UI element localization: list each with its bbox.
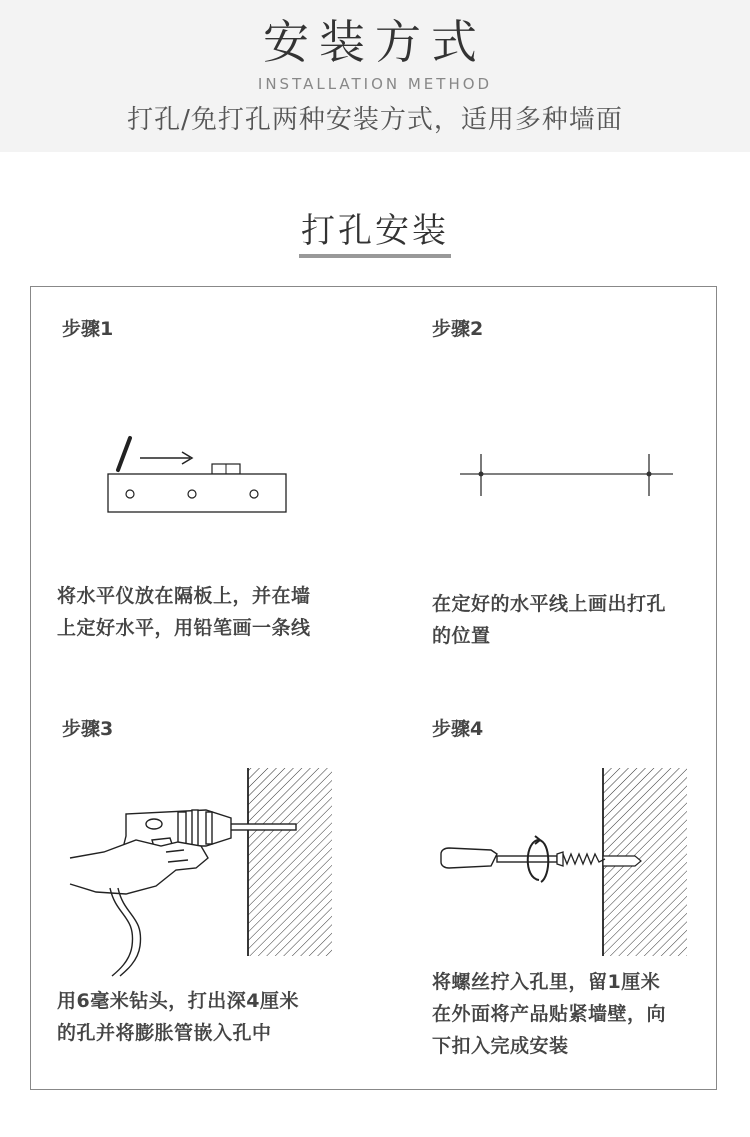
wall-icon bbox=[248, 768, 332, 956]
step-3-desc-line-2: 的孔并将膨胀管嵌入孔中 bbox=[57, 1022, 272, 1044]
step-2-desc-line-1: 在定好的水平线上画出打孔 bbox=[432, 593, 667, 615]
page-description: 打孔/免打孔两种安装方式，适用多种墙面 bbox=[127, 105, 623, 135]
step-1-desc-line-1: 将水平仪放在隔板上，并在墙 bbox=[57, 585, 311, 607]
step-4-desc-line-2: 在外面将产品贴紧墙壁，向 bbox=[432, 1003, 667, 1025]
screwdriver-icon bbox=[441, 848, 557, 868]
step-4-desc bbox=[432, 966, 666, 1062]
step-2-desc bbox=[432, 588, 666, 652]
anchor-icon bbox=[603, 856, 641, 866]
step-4-desc-line-1: 将螺丝拧入孔里，留1厘米 bbox=[432, 971, 661, 993]
shelf-board bbox=[108, 474, 286, 512]
section-title bbox=[0, 208, 750, 258]
step-3-desc-line-1: 用6毫米钻头，打出深4厘米 bbox=[57, 990, 299, 1012]
step-1-desc-line-2: 上定好水平，用铅笔画一条线 bbox=[57, 617, 311, 639]
step-2-illustration bbox=[455, 450, 680, 500]
arrow-icon bbox=[140, 452, 192, 464]
screw-icon bbox=[557, 852, 605, 866]
step-3-label: 步骤3 bbox=[62, 718, 114, 740]
step-2-label: 步骤2 bbox=[432, 318, 484, 340]
step-4-label: 步骤4 bbox=[432, 718, 484, 740]
header-banner bbox=[0, 0, 750, 152]
step-2-desc-line-2: 的位置 bbox=[432, 625, 491, 647]
hand-icon bbox=[70, 840, 208, 894]
pencil-icon bbox=[118, 438, 130, 470]
step-4-desc-line-3: 下扣入完成安装 bbox=[432, 1035, 569, 1057]
section-title-text: 打孔安装 bbox=[299, 208, 451, 258]
drill-cable bbox=[110, 888, 133, 976]
page-subtitle: INSTALLATION METHOD bbox=[257, 75, 493, 93]
page-title: 安装方式 bbox=[263, 15, 487, 69]
step-3-desc bbox=[57, 985, 299, 1049]
step-1-label: 步骤1 bbox=[62, 318, 114, 340]
step-1-desc bbox=[57, 580, 311, 644]
step-4-illustration bbox=[435, 766, 690, 961]
step-1-illustration bbox=[100, 430, 300, 520]
step-3-illustration bbox=[66, 766, 336, 976]
